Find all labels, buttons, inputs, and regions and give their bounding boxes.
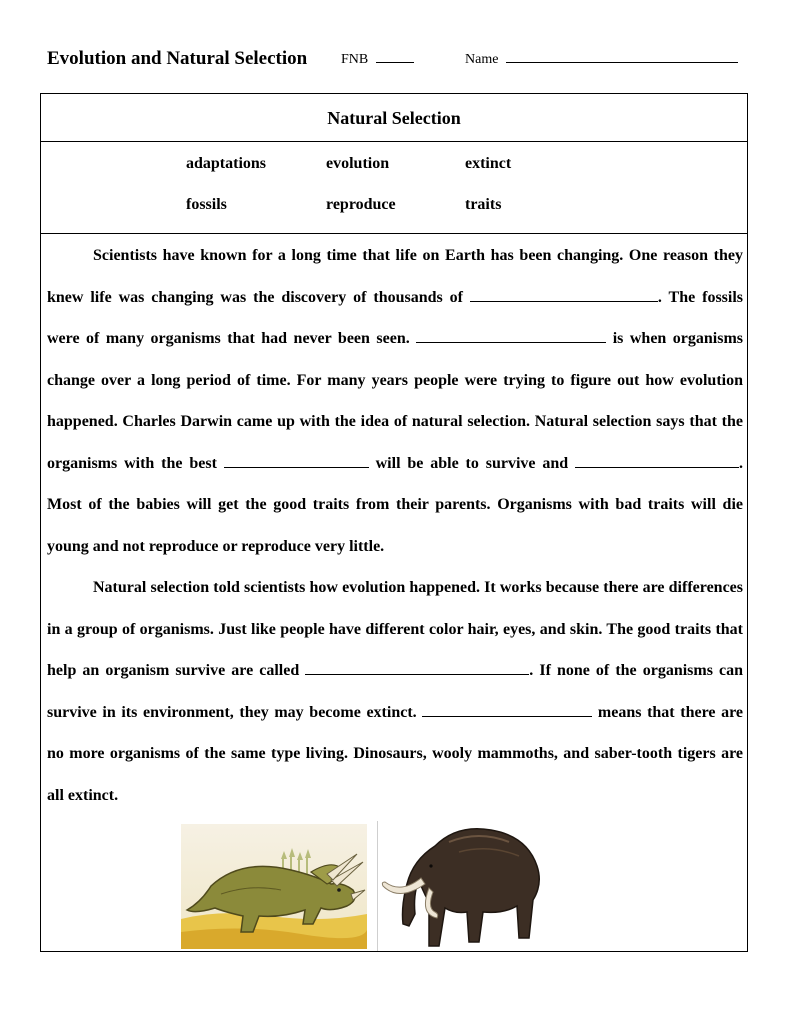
fnb-label: FNB — [341, 52, 369, 67]
section-title: Natural Selection — [41, 94, 747, 142]
answer-blank-5[interactable] — [305, 660, 529, 675]
answer-blank-2[interactable] — [416, 328, 606, 343]
triceratops-image — [181, 824, 367, 949]
reading-passage — [47, 235, 743, 816]
passage-text: . Most of the babies will get the good traits from their parents. Organisms with bad traits will die young and not reproduce or reproduce very little. — [47, 454, 744, 555]
word-bank-item: evolution — [326, 155, 390, 172]
worksheet-header — [47, 46, 751, 74]
answer-blank-1[interactable] — [470, 287, 658, 302]
name-label: Name — [465, 52, 499, 67]
passage-text: Natural selection told scientists how evolution happened. It works because there are differences in a group of organisms. Just like people have different color hair, eyes, and skin. The good traits that help an organism survive are called — [47, 579, 743, 679]
passage-text: . The fossils were of many organisms that had never been seen. — [47, 288, 744, 347]
word-bank-item: extinct — [465, 155, 512, 172]
paragraph-1 — [47, 235, 743, 567]
word-bank-item: traits — [465, 196, 502, 213]
fnb-field — [341, 52, 414, 68]
passage-text: means that there are no more organisms of the same type living. Dinosaurs, wooly mammoths, and saber-tooth tigers are all extinct. — [47, 703, 744, 804]
name-field — [465, 52, 738, 68]
answer-blank-6[interactable] — [422, 702, 592, 717]
woolly-mammoth-image — [379, 822, 549, 950]
name-blank[interactable] — [506, 62, 738, 63]
word-bank-item: fossils — [186, 196, 227, 213]
image-divider — [377, 821, 378, 951]
passage-text: will be able to survive and — [375, 454, 569, 472]
answer-blank-4[interactable] — [575, 453, 739, 468]
word-bank — [41, 141, 747, 234]
passage-text: is when organisms change over a long period of time. For many years people were trying to figure out how evolution happened. Charles Darwin came up with the idea of natural selection. Natural selection says that the organisms with the best — [47, 330, 744, 472]
answer-blank-3[interactable] — [224, 453, 369, 468]
passage-text: Scientists have known for a long time that life on Earth has been changing. One reason they knew life was changing was the discovery of thousands of — [47, 247, 743, 306]
worksheet-box — [40, 93, 748, 952]
word-bank-item: adaptations — [186, 155, 267, 172]
passage-text: . If none of the organisms can survive in its environment, they may become extinct. — [47, 662, 744, 721]
paragraph-2 — [47, 567, 743, 816]
fnb-blank[interactable] — [376, 62, 414, 63]
word-bank-item: reproduce — [326, 196, 396, 213]
worksheet-title: Evolution and Natural Selection — [47, 48, 308, 69]
